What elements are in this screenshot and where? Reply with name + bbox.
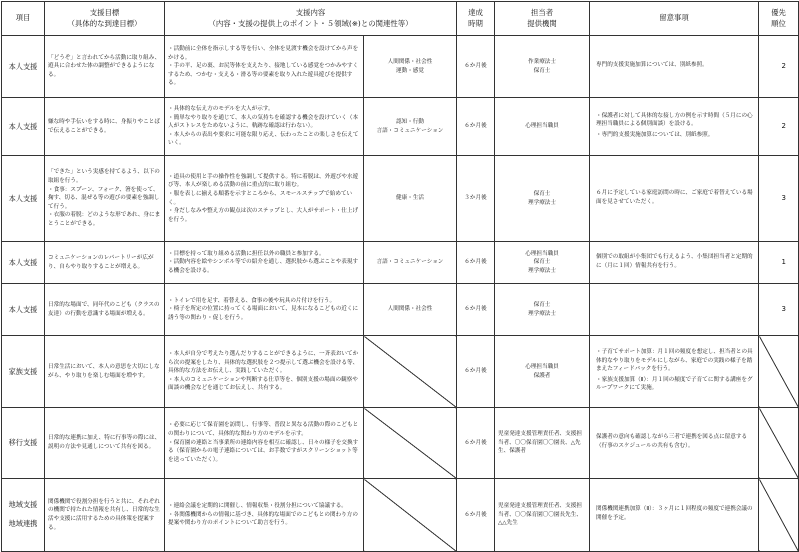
priority-cell: 2 — [759, 98, 799, 156]
item-cell: 本人支援 — [2, 98, 45, 156]
support-plan-table — [1, 1, 799, 552]
item-cell: 家族支援 — [2, 336, 45, 408]
table-row — [2, 156, 799, 242]
header-item: 項目 — [2, 2, 45, 36]
priority-cell — [759, 479, 799, 552]
notes-cell: 専門的支援実施加算については、別紙参照。 — [590, 36, 759, 98]
item-cell: 本人支援 — [2, 242, 45, 284]
goal-cell: 日常的な場面で、同年代のこども（クラスの友達）の行動を意識する場面が増える。 — [45, 284, 165, 336]
priority-cell — [759, 336, 799, 408]
staff-cell: 保育士 理学療法士 — [495, 284, 590, 336]
period-cell: ３か月後 — [457, 156, 495, 242]
notes-cell: 個別での取組が小集団でも行えるよう、小集団担当者と定期的に（月に１回）情報共有を行う。 — [590, 242, 759, 284]
period-cell: ６か月後 — [457, 479, 495, 552]
header-priority: 優先 順位 — [759, 2, 799, 36]
header-content: 支援内容 （内容・支援の提供上のポイント・５領域(※)との関連性等） — [165, 2, 457, 36]
table-row — [2, 479, 799, 552]
table-header-row — [2, 2, 799, 36]
period-cell: ６か月後 — [457, 284, 495, 336]
notes-cell: ・保護者に対して具体的な接し方の例を示す時間（５月にの心理担当職員による個別面談）を設ける。 ・専門的支援実施加算については、別紙参照。 — [590, 98, 759, 156]
item-cell: 本人支援 — [2, 156, 45, 242]
domain-cell: 人間関係・社会性 運動・感覚 — [364, 36, 457, 98]
content-cell: ・必要に応じて保育園を訪問し、行事等、普段と異なる活動の際のこどもとの関わりについて、具体的な関わり方のモデルを示す。 ・保育園の連絡と当事業所の連絡内容を相互に確認し、日々の様子を交換する（保育園からの電子連絡については、お手数ですがスクリーンショット等を送っていただく）。 — [165, 408, 364, 479]
notes-cell: 関係機関連携加算（Ⅱ）：３ヶ月に１回程度の頻度で連携会議の開催を予定。 — [590, 479, 759, 552]
item-cell: 移行支援 — [2, 408, 45, 479]
table-row — [2, 336, 799, 408]
notes-cell: 保護者の意向も確認しながら三者で連携を図る点に留意する（行事のスケジュールの共有も含む）。 — [590, 408, 759, 479]
priority-cell — [759, 408, 799, 479]
goal-cell: 「できた」という実感を持てるよう、以下の取組を行う。 ・食事：スプーン、フォーク、箸を使って、掬す、切る、混ぜる等の遊びの要素を強調して行う。 ・衣服の着脱：どのような形であれ、身にまとうことができる。 — [45, 156, 165, 242]
table-row — [2, 36, 799, 98]
item-cell: 本人支援 — [2, 36, 45, 98]
notes-cell — [590, 284, 759, 336]
staff-cell: 作業療法士 保育士 — [495, 36, 590, 98]
goal-cell: 嫌な時や手伝いをする時に、身振りやことばで伝えることができる。 — [45, 98, 165, 156]
domain-cell — [364, 408, 457, 479]
item-cell: 本人支援 — [2, 284, 45, 336]
notes-cell: ・子育てサポート加算：月１回の頻度を想定し、担当者との具体的なやり取りをモデルにしながら、家庭での実践の様子を踏まえたフィードバックを行う。 ・家族支援加算（Ⅱ）：月１回の頻度で子育てに関する講座をグループワークにて実施。 — [590, 336, 759, 408]
header-notes: 留意事項 — [590, 2, 759, 36]
content-cell: ・本人が自分で考えたり選んだりすることができるように、一斉表おいてから次の提案をしたり、具体的な選択肢を２つ提示して選ぶ機会を設ける等、具体的な方法をお伝えし、実践していただく。 ・本人のコミュニケーションや判断する仕草等を、個別支援の場面の観察や面談の機会などを通じてお伝えし、共有する。 — [165, 336, 364, 408]
staff-cell: 心理担当職員 保護者 — [495, 336, 590, 408]
goal-cell: コミュニケーションのレパートリーが広がり、自らやり取りすることが増える。 — [45, 242, 165, 284]
priority-cell: 3 — [759, 284, 799, 336]
period-cell: ６か月後 — [457, 408, 495, 479]
domain-cell — [364, 479, 457, 552]
staff-cell: 児童発達支援管理責任者、支援担当者、〇〇保育園〇〇園長先生、△△先生 — [495, 479, 590, 552]
item-cell: 地域支援 地域連携 — [2, 479, 45, 552]
staff-cell: 心理担当職員 保育士 理学療法士 — [495, 242, 590, 284]
priority-cell: 3 — [759, 156, 799, 242]
header-period: 達成 時期 — [457, 2, 495, 36]
goal-cell: 関係機関で役割分担を行うと共に、それぞれの機関で持たれた情報を共有し、日常的な生活や支援に活用するための具体策を提案する。 — [45, 479, 165, 552]
table-row — [2, 98, 799, 156]
domain-cell: 人間関係・社会性 — [364, 284, 457, 336]
table-row — [2, 408, 799, 479]
domain-cell: 健康・生活 — [364, 156, 457, 242]
content-cell: ・具体的な伝え方のモデルを大人が示す。 ・簡単なやり取りを通じて、本人の気持ちを確認する機会を設けていく（本人がストレスをためないように、軌跡な確認は行わない）。 ・本人からの表出や要求に可能な限り応え、伝わったことの楽しさを伝えていく。 — [165, 98, 364, 156]
header-staff: 担当者 提供機関 — [495, 2, 590, 36]
domain-cell — [364, 336, 457, 408]
content-cell: ・道具の使用と手の操作性を強調して提供する。特に着脱は、外遊びや水遊び等、本人が楽しめる活動の前に重点的に取り組む。 ・服を表しに揃える順番を示すところから、スモールステップで始めていく。 ・身だしなみや整え方の観点は次のステップとし、大人がサポート・仕上げを行う。 — [165, 156, 364, 242]
header-goal: 支援目標 （具体的な到達目標） — [45, 2, 165, 36]
domain-cell: 認知・行動 言語・コミュニケーション — [364, 98, 457, 156]
notes-cell: ６月に予定している家庭訪問の時に、ご家庭で着替えている場面を見させていただく。 — [590, 156, 759, 242]
priority-cell: 1 — [759, 242, 799, 284]
content-cell: ・連絡会議を定期的に開催し、情報収集・役割分担について協議する。 ・各関係機関からの情報に基づき、具体的な場面でのこどもとの関わり方の提案や関わり方のポイントについて助言を行う。 — [165, 479, 364, 552]
goal-cell: 日常生活において、本人の意思を大切にしながら、やり取りを楽しむ場面を増やす。 — [45, 336, 165, 408]
table-row — [2, 284, 799, 336]
staff-cell: 児童発達支援管理責任者、支援担当者、〇〇保育園〇〇園長、△先生、保護者 — [495, 408, 590, 479]
staff-cell: 保育士 理学療法士 — [495, 156, 590, 242]
content-cell: ・目標を持って取り組める活動に担任以外の職員と参加する。 ・活動内容を絵やシンボル等での紹介を通し、選択肢から選ぶことや表現する機会を設ける。 — [165, 242, 364, 284]
table-row — [2, 242, 799, 284]
goal-cell: 日常的な連携に加え、特に行事等の際には、説明の方法や見通しについて共有を図る。 — [45, 408, 165, 479]
period-cell: ６か月後 — [457, 336, 495, 408]
goal-cell: 「どうぞ」と言われてから活動に取り組み、遊具に合わせた体の調整ができるようになる。 — [45, 36, 165, 98]
content-cell: ・トイレで用を足す、着替える、食事の後や玩具の片付けを行う。 ・椅子を所定の位置に持ってくる場面において、見本になるこどもの近くに誘う等の関わり・促しを行う。 — [165, 284, 364, 336]
priority-cell: 2 — [759, 36, 799, 98]
domain-cell: 言語・コミュニケーション — [364, 242, 457, 284]
period-cell: ６か月後 — [457, 242, 495, 284]
period-cell: ６か月後 — [457, 98, 495, 156]
period-cell: ６か月後 — [457, 36, 495, 98]
content-cell: ・活動前に全体を指示しする等を行い、全体を見渡す機会を設けてから声をかける。 ・手の平、足の裏、お尻等体を支えたり、接地している感覚をつかみやすくするため、つかむ・支える・滑る等の要素を取り入れた遊具遊びを提供する。 — [165, 36, 364, 98]
staff-cell: 心理担当職員 — [495, 98, 590, 156]
